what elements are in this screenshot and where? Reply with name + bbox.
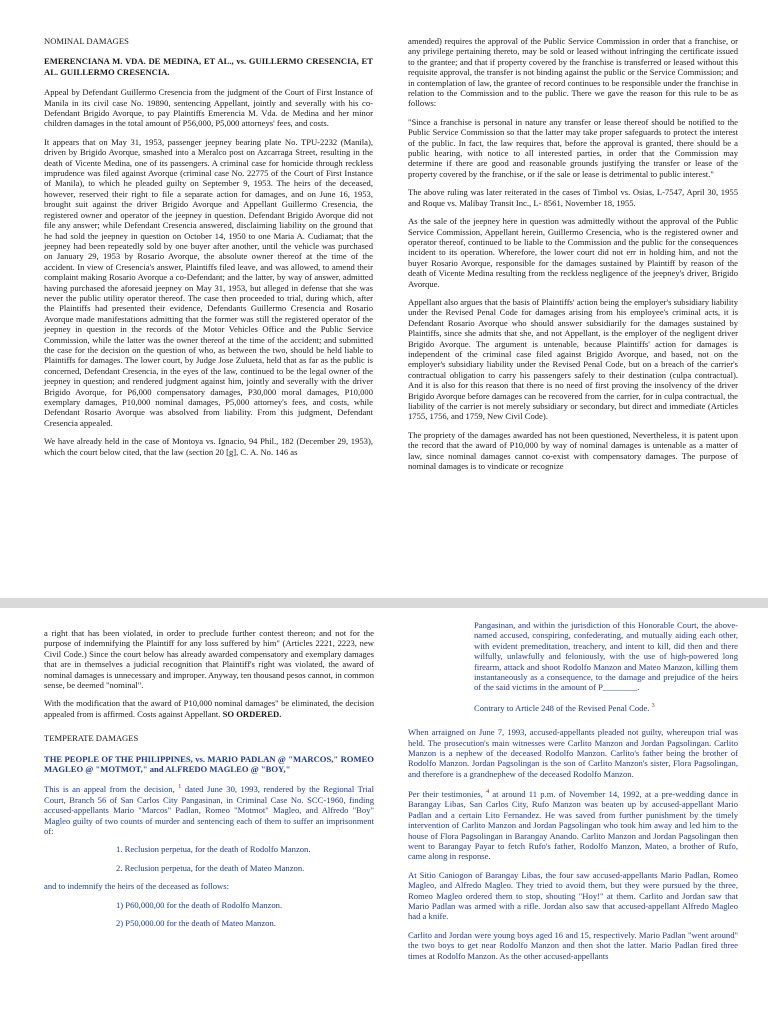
case-title-medina: EMERENCIANA M. VDA. DE MEDINA, ET AL., vs. GUILLERMO CRESENCIA, ET AL. GUILLERMO CRESENCIA.	[44, 56, 373, 77]
paragraph: Carlito and Jordan were young boys aged 16 and 15, respectively. Mario Padlan "went around" the two boys to get near Rodolfo Manzon and then shot the latter. Mario Padlan fired three times at Rodolfo Manzon. As the other accused-appellants	[408, 929, 738, 961]
paragraph	[44, 782, 374, 836]
paragraph: Appellant also argues that the basis of Plaintiffs' action being the employer's subsidiary liability under the Revised Penal Code for damages arising from his employee's criminal acts, it is Defendant Rosario Avorque who should answer subsidiarily for the damages sustained by Plaintiffs, since she admits that she, and not Appellant, is the employer of the negligent driver Brigido Avorque. The argument is untenable, because Plaintiffs' action for damages is independent of the criminal case filed against Brigido Avorque, and based, not on the employer's subsidiary liability under the Revised Penal Code, but on a breach of the carrier's contractual obligation to carry his passengers safely to their destination (culpa contractual). And it is also for this reason that there is no need of first proving the insolvency of the driver Brigido Avorque before damages can be recovered from the carrier, for in culpa contractual, the liability of the carrier is not merely subsidiary or secondary, but direct and immediate (Articles 1755, 1756, and 1759, New Civil Code).	[408, 296, 738, 422]
list-item: 2. Reclusion perpetua, for the death of Mateo Manzon.	[116, 862, 305, 873]
paragraph: and to indemnify the heirs of the deceased as follows:	[44, 881, 229, 892]
page2-right-column	[408, 620, 738, 969]
footnote-link[interactable]: 1	[178, 784, 182, 791]
paragraph: Appeal by Defendant Guillermo Cresencia from the judgment of the Court of First Instance of Manila in its civil case No. 19890, sentencing Appellant, jointly and severally with his co-Defendant Brigido Avorque, to pay Plaintiffs Emerencia M. Vda. de Medina and her minor children damages in the total amount of P56,000, P5,000 attorneys' fees, and costs.	[44, 87, 373, 129]
disposition-text: With the modification that the award of P10,000 nominal damages" be eliminated, the decision appealed from is affirmed. Costs against Appellant.	[44, 698, 374, 719]
page2-left-column	[44, 628, 374, 936]
paragraph	[408, 787, 738, 862]
information-excerpt: Pangasinan, and within the jurisdiction of this Honorable Court, the above-named accused, conspiring, confederating, and mutually aiding each other, with evident premeditation, treachery, and intent to kill, did then and there wilfully, unlawfully and feloniously, with the use of high-powered long firearm, attack and shoot Rodolfo Manzon and Mateo Manzon, killing them instantaneously as a consequence, to the damage and prejudice of the heirs of the said victims in the amount of P________.	[474, 620, 738, 693]
paragraph: amended) requires the approval of the Public Service Commission in order that a franchise, or any privilege pertaining thereto, may be sold or leased without infringing the certificate issued to the grantee; and that if property covered by the franchise is transferred or leased without this requisite approval, the transfer is not binding against the public or the Service Commission; and in contemplation of law, the grantee of record continues to be responsible under the franchise in relation to the Commission and to the public. There we gave the reason for this rule to be as follows:	[408, 36, 738, 109]
paragraph-text: Per their testimonies,	[408, 789, 483, 799]
paragraph: We have already held in the case of Montoya vs. Ignacio, 94 Phil., 182 (December 29, 1953), which the court below cited, that the law (section 20 [g], C. A. No. 146 as	[44, 436, 373, 457]
section-heading-nominal-damages: NOMINAL DAMAGES	[44, 36, 129, 46]
paragraph: As the sale of the jeepney here in question was admittedly without the approval of the Public Service Commission, Appellant herein, Guillermo Cresencia, who is the registered owner and operator thereof, continued to be liable to the Commission and the public for the consequences incident to its operation. Wherefore, the lower court did not err in holding him, and not the buyer Rosario Avorque, responsible for the damages sustained by Plaintiff by reason of the death of Vicente Medina resulting from the reckless negligence of the jeepney's driver, Brigido Avorque.	[408, 216, 738, 289]
list-item: 1) P60,000,00 for the death of Rodolfo Manzon.	[116, 899, 283, 910]
paragraph: The propriety of the damages awarded has not been questioned, Nevertheless, it is patent upon the record that the award of P10,000 by way of nominal damages is untenable as a matter of law, since nominal damages cannot co-exist with compensatory damages. The purpose of nominal damages is to vindicate or recognize	[408, 429, 738, 472]
paragraph: It appears that on May 31, 1953, passenger jeepney bearing plate No. TPU-2232 (Manila), driven by Brigido Avorque, smashed into a Meralco post on Azcarraga Street, resulting in the death of Vicente Medina, one of its passengers. A criminal case for homicide through reckless imprudence was filed against Avorque (criminal case No. 22775 of the Court of First Instance of Manila), to which he pleaded guilty on September 9, 1953. The heirs of the deceased, however, reserved their right to file a separate action for damages, and on June 16, 1953, brought suit against the driver Brigido Avorque and Appellant Guillermo Cresencia, the registered owner and operator of the jeepney in question. Defendant Brigido Avorque did not file any answer; while Defendant Cresencia answered, disclaiming liability on the ground that he had sold the jeepney in question on October 14, 1950 to one Maria A. Cudiamat; that the jeepney had been repeatedly sold by one buyer after another, until the vehicle was purchased on January 29, 1953 by Rosario Avorque, the absolute owner thereof at the time of the accident. In view of Cresencia's answer, Plaintiffs filed leave, and was allowed, to amend their complaint making Rosario Avorque a co-Defendant; and the latter, by way of answer, admitted having purchased the aforesaid jeepney on May 31, 1953, but alleged in defense that she was never the public utility operator thereof. The case then proceeded to trial, during which, after the Plaintiffs had presented their evidence, Defendants Guillermo Cresencia and Rosario Avorque made manifestations admitting that the former was still the registered operator of the jeepney in question in the records of the Motor Vehicles Office and the Public Service Commission, while the latter was the owner thereof at the time of the accident; and submitted the case for the decision on the question of who, as between the two, should be held liable to Plaintiffs for damages. The lower court, by Judge Jose Zulueta, held that as far as the public is concerned, Defendant Cresencia, in the eyes of the law, continued to be the legal owner of the jeepney in question; and rendered judgment against him, jointly and severally with the driver Brigido Avorque, for P6,000 compensatory damages, P30,000 moral damages, P10,000 exemplary damages, P10,000 nominal damages, P5,000 attorney's fees, and costs, while Defendant Rosario Avorque was absolved from liability. From this judgment, Defendant Cresencia appealed.	[44, 136, 373, 428]
quoted-paragraph: "Since a franchise is personal in nature any transfer or lease thereof should be notified to the Public Service Commission so that the latter may take proper safeguards to protect the interest of the public. In fact, the law requires that, before the approval is granted, there should be a public hearing, with notice to all interested parties, in order that the Commission may determine if there are good and reasonable grounds justifying the transfer or lease of the property covered by the franchise, or if the sale or lease is detrimental to public interest."	[408, 116, 738, 179]
paragraph: The above ruling was later reiterated in the cases of Timbol vs. Osias, L-7547, April 30, 1955 and Roque vs. Malibay Transit Inc., L- 8561, November 18, 1955.	[408, 187, 738, 208]
paragraph-text: at around 11 p.m. of November 14, 1992, at a pre-wedding dance in Barangay Libas, San Carlos City, Rufo Manzon was beaten up by accused-appellant Mario Padlan and a certain Lito Fernandez. He was saved from further punishment by the timely intervention of Carlito Manzon and Jordan Pagsolingan who took him away and led him to the house of Flora Pagsolingan in Barangay Anando. Carlito Manzon and Jordan Pagsolingan then went to Barangay Payar to fetch Rufo's father, Rodolfo Manzon, Mateo, a brother of Rufo, came along in response.	[408, 789, 738, 862]
section-heading-temperate-damages: TEMPERATE DAMAGES	[44, 733, 139, 744]
footnote-link[interactable]: 3	[651, 702, 655, 709]
paragraph-text: Contrary to Article 248 of the Revised Penal Code.	[474, 702, 650, 713]
disposition-paragraph	[44, 698, 374, 719]
paragraph: a right that has been violated, in order to preclude further contest thereon; and not for the purpose of indemnifying the Plaintiff for any loss suffered by him" (Articles 2221, 2223, new Civil Code.) Since the court below has already awarded compensatory and exemplary damages that are in themselves a judicial recognition that Plaintiff's right was violated, the award of nominal damages is unnecessary and improper. Anyway, ten thousand pesos cannot, in common sense, be deemed "nominal".	[44, 628, 374, 691]
paragraph: When arraigned on June 7, 1993, accused-appellants pleaded not guilty, whereupon trial was held. The prosecution's main witnesses were Carlito Manzon and Jordan Pagsolingan. Carlito Manzon is a nephew of the deceased Rodolfo Manzon. Carlito's father being the brother of Rodolfo Manzon. Jordan Pagsolingan is the son of Carlito Manzon's sister, Flora Pagsolingan, and therefore is a grandnephew of the deceased Rodolfo Manzon.	[408, 727, 738, 779]
page1-right-column	[408, 36, 738, 479]
contrary-line	[408, 701, 738, 713]
page1-left-column	[44, 36, 373, 465]
list-item: 1. Reclusion perpetua, for the death of Rodolfo Manzon.	[116, 844, 311, 855]
case-title-padlan: THE PEOPLE OF THE PHILIPPINES, vs. MARIO PADLAN @ "MARCOS," ROMEO MAGLEO @ "MOTMOT," and ALFREDO MAGLEO @ "BOY,"	[44, 753, 374, 775]
document-page-2	[0, 608, 768, 1024]
paragraph: At Sitio Caniogon of Barangay Libas, the four saw accused-appellants Mario Padlan, Romeo Magleo, and Alfredo Magleo. They tried to avoid them, but they were pursued by the three, Romeo Magleo ordered them to stop, shouting "Hoy!" at them. Carlito and Jordan saw that Mario Padlan was armed with a rifle. Jordan also saw that accused-appellant Alfredo Magleo had a knife.	[408, 869, 738, 922]
footnote-link[interactable]: 4	[486, 789, 490, 796]
so-ordered-text: SO ORDERED.	[222, 708, 282, 719]
list-item: 2) P50,000.00 for the death of Mateo Manzon.	[116, 917, 276, 928]
paragraph-text: This is an appeal from the decision,	[44, 784, 175, 795]
paragraph-text: dated June 30, 1993, rendered by the Regional Trial Court, Branch 56 of San Carlos City Pangasinan, in Criminal Case No. SCC-1960, finding accused-appellants Mario "Marcos" Padlan, Romeo "Motmot" Magleo, and Alfredo "Boy" Magleo guilty of two counts of murder and sentencing each of them to suffer an imprisonment of:	[44, 784, 374, 836]
